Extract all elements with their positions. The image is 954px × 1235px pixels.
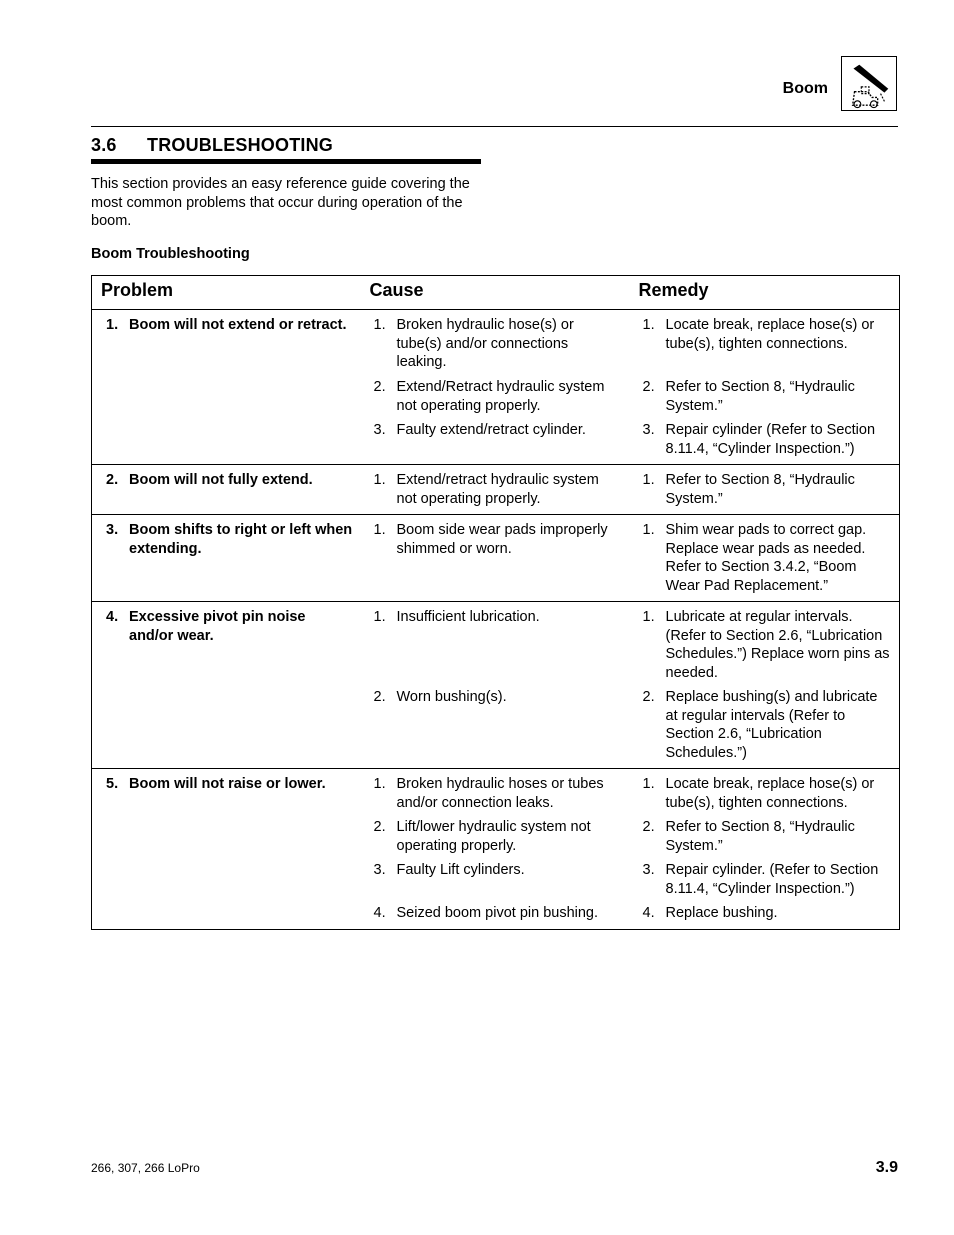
remedy-item — [643, 688, 892, 762]
problem-text: Boom will not fully extend. — [129, 472, 313, 488]
table-row — [92, 310, 900, 465]
remedy-cell — [630, 769, 900, 930]
remedy-number: 1. — [642, 776, 655, 792]
table-row — [92, 515, 900, 602]
problem-item — [106, 775, 353, 794]
remedy-item — [643, 861, 892, 898]
cause-text: Insufficient lubrication. — [396, 609, 540, 625]
column-header-problem: Problem — [92, 276, 361, 310]
remedy-item — [643, 775, 892, 812]
remedy-text: Locate break, replace hose(s) or tube(s), tighten connections. — [665, 317, 875, 352]
remedy-text: Repair cylinder. (Refer to Section 8.11.4, “Cylinder Inspection.”) — [665, 862, 879, 897]
remedy-number: 1. — [642, 472, 655, 488]
section-number: 3.6 — [91, 135, 117, 155]
cause-text: Worn bushing(s). — [396, 689, 507, 705]
remedy-text: Locate break, replace hose(s) or tube(s), tighten connections. — [665, 776, 875, 811]
cause-text: Extend/retract hydraulic system not operating properly. — [396, 472, 599, 507]
table-body — [92, 310, 900, 930]
cause-number: 1. — [373, 609, 386, 625]
section-title-underline — [91, 159, 481, 164]
table-caption: Boom Troubleshooting — [91, 246, 250, 262]
remedy-cell — [630, 515, 900, 602]
cause-cell — [361, 515, 630, 602]
section-title: TROUBLESHOOTING — [147, 135, 333, 155]
remedy-text: Replace bushing. — [665, 905, 778, 921]
problem-text: Boom will not raise or lower. — [129, 776, 326, 792]
cause-number: 1. — [373, 776, 386, 792]
remedy-number: 1. — [642, 522, 655, 538]
problem-number: 4. — [106, 609, 119, 625]
remedy-item — [643, 378, 892, 415]
boom-machine-icon-graphic — [842, 57, 896, 110]
remedy-text: Replace bushing(s) and lubricate at regular intervals (Refer to Section 2.6, “Lubrication Schedules.”) — [665, 689, 878, 761]
remedy-number: 2. — [642, 689, 655, 705]
remedy-item — [643, 904, 892, 923]
cause-text: Seized boom pivot pin bushing. — [396, 905, 599, 921]
problem-number: 1. — [106, 317, 119, 333]
remedy-number: 1. — [642, 609, 655, 625]
table-header-row — [92, 276, 900, 310]
remedy-item — [643, 316, 892, 372]
problem-cell — [92, 310, 361, 465]
cause-item — [374, 471, 622, 508]
problem-item — [106, 608, 353, 645]
remedy-text: Lubricate at regular intervals. (Refer to Section 2.6, “Lubrication Schedules.”) Replace worn pins as needed. — [665, 609, 890, 681]
header-divider — [91, 126, 898, 127]
remedy-cell — [630, 310, 900, 465]
header-section-label: Boom — [782, 80, 828, 97]
cause-item — [374, 316, 622, 372]
cause-number: 4. — [373, 905, 386, 921]
problem-number: 5. — [106, 776, 119, 792]
remedy-item — [643, 818, 892, 855]
cause-item — [374, 688, 622, 762]
page-number: 3.9 — [875, 1159, 898, 1176]
remedy-item — [643, 471, 892, 508]
problem-text: Boom will not extend or retract. — [129, 317, 347, 333]
cause-number: 1. — [373, 472, 386, 488]
table-row — [92, 465, 900, 515]
cause-cell — [361, 769, 630, 930]
problem-cell — [92, 602, 361, 769]
problem-item — [106, 471, 353, 490]
remedy-number: 3. — [642, 862, 655, 878]
intro-paragraph: This section provides an easy reference guide covering the most common problems that occur during operation of the boom. — [91, 176, 470, 229]
remedy-cell — [630, 602, 900, 769]
cause-item — [374, 775, 622, 812]
remedy-text: Repair cylinder (Refer to Section 8.11.4, “Cylinder Inspection.”) — [665, 422, 876, 457]
cause-item — [374, 378, 622, 415]
problem-cell — [92, 769, 361, 930]
remedy-number: 2. — [642, 379, 655, 395]
cause-item — [374, 818, 622, 855]
problem-item — [106, 521, 353, 558]
table-row — [92, 769, 900, 930]
problem-cell — [92, 515, 361, 602]
cause-number: 2. — [373, 689, 386, 705]
remedy-cell — [630, 465, 900, 515]
cause-item — [374, 608, 622, 682]
problem-item — [106, 316, 353, 335]
remedy-text: Shim wear pads to correct gap. Replace wear pads as needed. Refer to Section 3.4.2, “Boom Wear Pad Replacement.” — [665, 522, 867, 594]
cause-cell — [361, 465, 630, 515]
cause-number: 2. — [373, 379, 386, 395]
column-header-remedy: Remedy — [630, 276, 900, 310]
remedy-number: 2. — [642, 819, 655, 835]
cause-item — [374, 421, 622, 458]
troubleshooting-table — [91, 275, 900, 930]
cause-number: 1. — [373, 317, 386, 333]
remedy-number: 1. — [642, 317, 655, 333]
problem-cell — [92, 465, 361, 515]
cause-cell — [361, 602, 630, 769]
cause-item — [374, 861, 622, 898]
cause-text: Extend/Retract hydraulic system not operating properly. — [396, 379, 605, 414]
remedy-text: Refer to Section 8, “Hydraulic System.” — [665, 379, 855, 414]
boom-machine-icon — [841, 56, 897, 111]
cause-number: 3. — [373, 862, 386, 878]
remedy-text: Refer to Section 8, “Hydraulic System.” — [665, 819, 855, 854]
cause-number: 2. — [373, 819, 386, 835]
problem-number: 2. — [106, 472, 119, 488]
remedy-item — [643, 521, 892, 595]
remedy-item — [643, 421, 892, 458]
remedy-number: 3. — [642, 422, 655, 438]
cause-number: 3. — [373, 422, 386, 438]
cause-item — [374, 521, 622, 595]
cause-text: Faulty extend/retract cylinder. — [396, 422, 586, 438]
section-heading — [91, 135, 333, 156]
remedy-number: 4. — [642, 905, 655, 921]
remedy-text: Refer to Section 8, “Hydraulic System.” — [665, 472, 855, 507]
cause-number: 1. — [373, 522, 386, 538]
table-row — [92, 602, 900, 769]
footer-models: 266, 307, 266 LoPro — [91, 1161, 200, 1175]
remedy-item — [643, 608, 892, 682]
cause-cell — [361, 310, 630, 465]
problem-text: Boom shifts to right or left when extending. — [129, 522, 353, 557]
problem-text: Excessive pivot pin noise and/or wear. — [129, 609, 306, 644]
cause-text: Broken hydraulic hose(s) or tube(s) and/or connections leaking. — [396, 317, 574, 370]
cause-text: Broken hydraulic hoses or tubes and/or connection leaks. — [396, 776, 604, 811]
problem-number: 3. — [106, 522, 119, 538]
cause-text: Faulty Lift cylinders. — [396, 862, 525, 878]
cause-text: Boom side wear pads improperly shimmed or worn. — [396, 522, 608, 557]
cause-item — [374, 904, 622, 923]
cause-text: Lift/lower hydraulic system not operating properly. — [396, 819, 591, 854]
column-header-cause: Cause — [361, 276, 630, 310]
